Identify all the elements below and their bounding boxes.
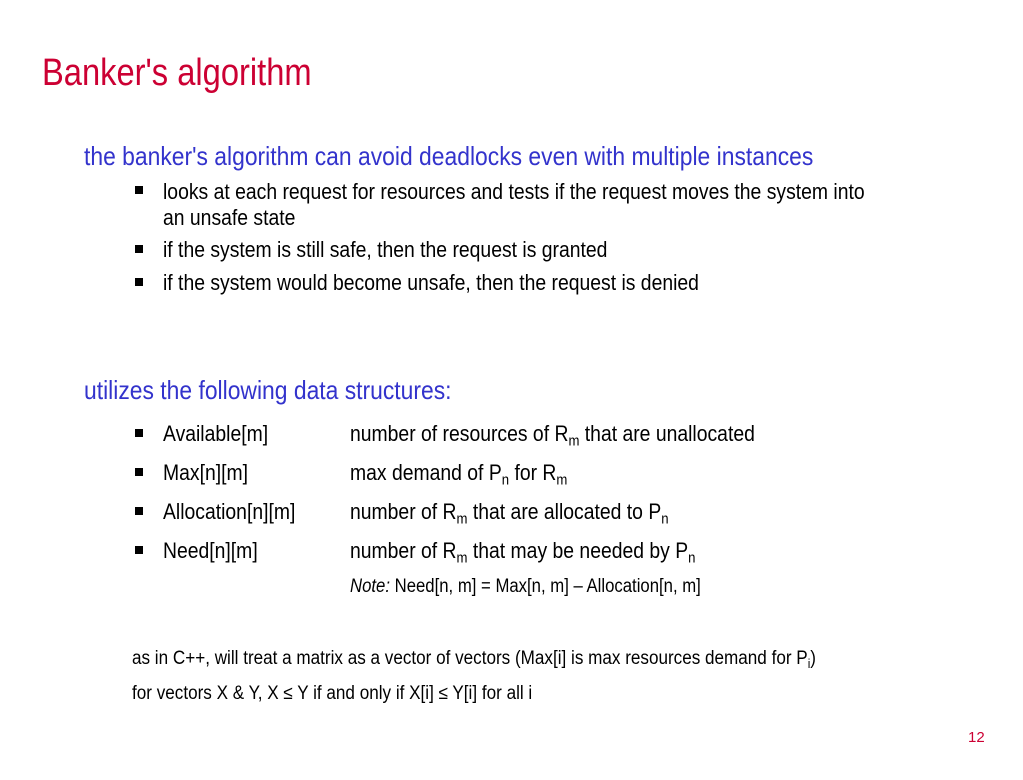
- structure-name-need: Need[n][m]: [163, 538, 258, 563]
- intro-heading: the banker's algorithm can avoid deadlocks even with multiple instances: [84, 141, 814, 171]
- need-formula-note: Note: Need[n, m] = Max[n, m] – Allocation[n, m]: [350, 576, 701, 597]
- matrix-note: as in C++, will treat a matrix as a vector of vectors (Max[i] is max resources demand for $P_i$): [132, 648, 816, 671]
- structure-name-available: Available[m]: [163, 421, 269, 446]
- structures-heading: utilizes the following data structures:: [84, 375, 452, 405]
- intro-bullet-1-continued: an unsafe state: [163, 205, 296, 230]
- intro-bullet-2: if the system is still safe, then the request is granted: [163, 237, 608, 262]
- slide-title: Banker's algorithm: [42, 52, 312, 94]
- vector-comparison-note: for vectors X & Y, X ≤ Y if and only if X[i] ≤ Y[i] for all i: [132, 683, 533, 704]
- structure-desc-need: number of $R_m$ that may be needed by $P_n$: [350, 538, 696, 567]
- bullet-marker: [135, 507, 143, 515]
- bullet-marker: [135, 546, 143, 554]
- intro-bullet-3: if the system would become unsafe, then the request is denied: [163, 270, 699, 295]
- bullet-marker: [135, 278, 143, 286]
- structure-desc-allocation: number of $R_m$ that are allocated to $P_n$: [350, 499, 669, 528]
- structure-name-max: Max[n][m]: [163, 460, 248, 485]
- intro-bullet-1: looks at each request for resources and tests if the request moves the system into: [163, 179, 865, 204]
- bullet-marker: [135, 468, 143, 476]
- structure-desc-available: number of resources of $R_m$ that are unallocated: [350, 421, 755, 450]
- structure-desc-max: max demand of $P_n$ for $R_m$: [350, 460, 568, 489]
- structure-name-allocation: Allocation[n][m]: [163, 499, 296, 524]
- bullet-marker: [135, 186, 143, 194]
- bullet-marker: [135, 245, 143, 253]
- page-number: 12: [968, 729, 985, 746]
- bullet-marker: [135, 429, 143, 437]
